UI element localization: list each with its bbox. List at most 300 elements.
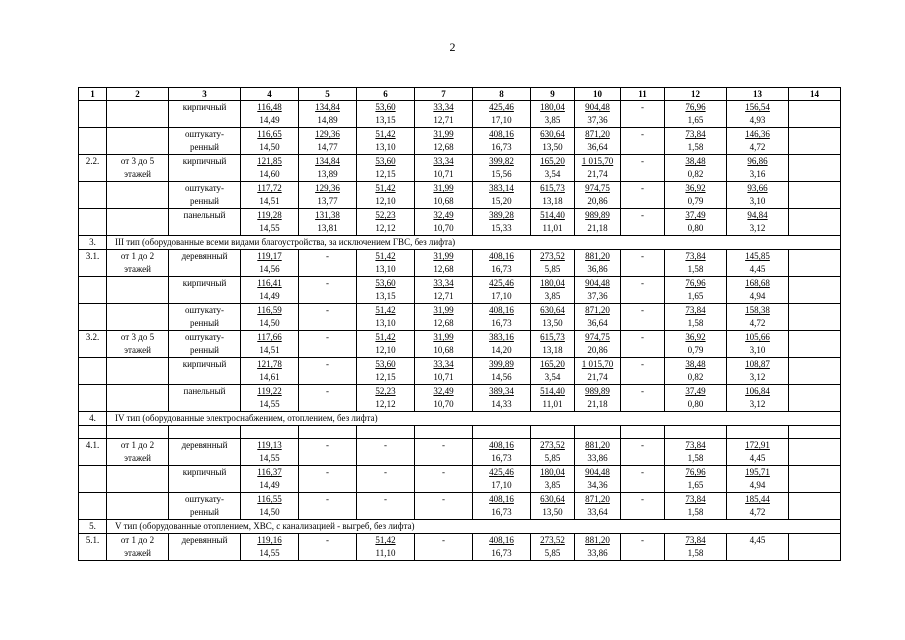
value-bottom: 14,50: [259, 142, 280, 152]
value-bottom: 20,86: [587, 345, 608, 355]
floors-line: этажей: [124, 548, 151, 558]
value-cell: [727, 182, 789, 209]
section-title: III тип (оборудованные всеми видами благоустройства, за исключением ГВС, без лифта): [107, 236, 841, 250]
floors-cell: [107, 209, 169, 236]
empty-cell: [299, 426, 357, 439]
table-row: [79, 155, 841, 182]
row-number: [79, 101, 107, 128]
value-cell: [357, 493, 415, 520]
value-cell: [575, 304, 621, 331]
value-bottom: 5,85: [544, 548, 561, 558]
value-cell: [473, 304, 531, 331]
value-cell: [665, 209, 727, 236]
floors-cell: [107, 331, 169, 358]
material-line: панельный: [183, 386, 226, 396]
value-bottom: 12,15: [375, 372, 396, 382]
value-top: 273,52: [540, 535, 565, 545]
value-bottom: 3,85: [544, 480, 561, 490]
material-cell: [169, 277, 241, 304]
value-bottom: 13,10: [375, 264, 396, 274]
value-bottom: 1,65: [687, 115, 704, 125]
table-row: [79, 209, 841, 236]
value-cell: [415, 358, 473, 385]
value-bottom: 12,71: [433, 291, 454, 301]
value-cell: [357, 385, 415, 412]
value-top: 989,89: [585, 210, 610, 220]
value-top: -: [442, 535, 445, 545]
value-bottom: 14,55: [259, 453, 280, 463]
value-cell: [727, 128, 789, 155]
value-cell: [241, 493, 299, 520]
value-cell: [575, 182, 621, 209]
value-cell: [727, 304, 789, 331]
value-top: 51,42: [375, 183, 396, 193]
value-cell: [357, 250, 415, 277]
section-row: [79, 520, 841, 534]
value-cell: [299, 182, 357, 209]
material-line: ренный: [190, 507, 219, 517]
value-bottom: 1,65: [687, 291, 704, 301]
value-top: 116,59: [257, 305, 282, 315]
value-bottom: 13,15: [375, 115, 396, 125]
value-cell: [727, 439, 789, 466]
value-cell: [415, 466, 473, 493]
value-bottom: 14,50: [259, 318, 280, 328]
material-line: панельный: [183, 210, 226, 220]
value-bottom: 20,86: [587, 196, 608, 206]
value-top: 73,84: [685, 305, 706, 315]
floors-line: этажей: [124, 169, 151, 179]
value-cell: [665, 304, 727, 331]
material-line: оштукату-: [184, 129, 225, 139]
value-bottom: 16,73: [491, 142, 512, 152]
value-top: 119,16: [257, 535, 282, 545]
section-title: V тип (оборудованные отоплением, ХВС, с канализацией - выгреб, без лифта): [107, 520, 841, 534]
value-top: 904,48: [585, 467, 610, 477]
value-bottom: 3,12: [749, 372, 766, 382]
value-bottom: 3,85: [544, 291, 561, 301]
value-bottom: 13,18: [542, 345, 563, 355]
empty-cell: [79, 426, 107, 439]
value-bottom: 15,33: [491, 223, 512, 233]
empty-cell: [789, 209, 841, 236]
value-top: 165,20: [540, 359, 565, 369]
value-cell: [415, 128, 473, 155]
value-cell: -: [621, 466, 665, 493]
value-bottom: 0,80: [687, 223, 704, 233]
table-row: [79, 277, 841, 304]
value-bottom: 3,85: [544, 115, 561, 125]
value-top: 273,52: [540, 251, 565, 261]
value-cell: -: [621, 439, 665, 466]
value-top: 145,85: [745, 251, 770, 261]
value-top: -: [326, 386, 329, 396]
value-bottom: 33,64: [587, 507, 608, 517]
value-top: 119,13: [257, 440, 282, 450]
value-top: -: [442, 494, 445, 504]
value-cell: [357, 466, 415, 493]
value-bottom: 13,50: [542, 142, 563, 152]
material-cell: [169, 304, 241, 331]
value-cell: [727, 493, 789, 520]
value-bottom: 13,10: [375, 142, 396, 152]
value-cell: [473, 101, 531, 128]
value-bottom: 12,12: [375, 399, 396, 409]
value-bottom: 4,72: [749, 507, 766, 517]
value-bottom: 3,12: [749, 399, 766, 409]
material-cell: [169, 493, 241, 520]
floors-line: этажей: [124, 345, 151, 355]
value-top: 4,45: [749, 535, 766, 545]
header-cell: 14: [789, 88, 841, 101]
value-cell: -: [621, 331, 665, 358]
value-bottom: 14,56: [491, 372, 512, 382]
value-top: 105,66: [745, 332, 770, 342]
value-top: -: [384, 494, 387, 504]
value-bottom: 33,86: [587, 453, 608, 463]
value-bottom: 16,73: [491, 453, 512, 463]
value-bottom: 21,74: [587, 372, 608, 382]
value-cell: [415, 155, 473, 182]
floors-line: от 3 до 5: [120, 156, 155, 166]
value-cell: [727, 250, 789, 277]
value-bottom: 13,50: [542, 318, 563, 328]
value-bottom: 14,33: [491, 399, 512, 409]
value-top: 514,40: [540, 386, 565, 396]
value-cell: [473, 277, 531, 304]
value-top: 93,66: [747, 183, 768, 193]
value-cell: [531, 534, 575, 561]
table-row: [79, 304, 841, 331]
value-bottom: 3,10: [749, 345, 766, 355]
value-cell: [575, 277, 621, 304]
value-cell: [415, 385, 473, 412]
row-number: [79, 493, 107, 520]
value-cell: [299, 358, 357, 385]
value-cell: -: [621, 534, 665, 561]
row-number: 3.1.: [79, 250, 107, 277]
value-bottom: 4,45: [749, 264, 766, 274]
value-top: 974,75: [585, 183, 610, 193]
material-cell: [169, 155, 241, 182]
value-bottom: 14,89: [317, 115, 338, 125]
value-bottom: 12,68: [433, 318, 454, 328]
empty-cell: [415, 426, 473, 439]
value-bottom: 36,64: [587, 142, 608, 152]
value-cell: [531, 493, 575, 520]
value-cell: [665, 534, 727, 561]
value-cell: [665, 101, 727, 128]
value-bottom: 0,79: [687, 196, 704, 206]
value-cell: [241, 250, 299, 277]
value-bottom: 14,55: [259, 548, 280, 558]
empty-cell: [789, 426, 841, 439]
value-top: 52,23: [375, 386, 396, 396]
value-top: 116,37: [257, 467, 282, 477]
value-top: 158,38: [745, 305, 770, 315]
value-cell: -: [621, 155, 665, 182]
value-top: 425,46: [489, 467, 514, 477]
value-bottom: 5,85: [544, 264, 561, 274]
value-top: -: [326, 332, 329, 342]
value-top: 119,28: [257, 210, 282, 220]
value-cell: [531, 101, 575, 128]
value-bottom: 21,18: [587, 223, 608, 233]
table-row: [79, 439, 841, 466]
value-cell: [415, 277, 473, 304]
value-top: 881,20: [585, 535, 610, 545]
row-number: 4.1.: [79, 439, 107, 466]
value-bottom: 11,10: [375, 548, 396, 558]
value-cell: [473, 493, 531, 520]
value-cell: [665, 277, 727, 304]
value-cell: [299, 209, 357, 236]
value-cell: [727, 466, 789, 493]
material-line: оштукату-: [184, 332, 225, 342]
value-top: 383,16: [489, 332, 514, 342]
value-top: 871,20: [585, 305, 610, 315]
value-top: 904,48: [585, 278, 610, 288]
material-cell: [169, 331, 241, 358]
value-top: 38,48: [685, 156, 706, 166]
empty-cell: [789, 101, 841, 128]
floors-line: этажей: [124, 264, 151, 274]
empty-cell: [575, 426, 621, 439]
table-row: [79, 385, 841, 412]
value-bottom: 10,71: [433, 372, 454, 382]
value-top: 53,60: [375, 359, 396, 369]
header-cell: 4: [241, 88, 299, 101]
floors-cell: [107, 128, 169, 155]
row-number: [79, 304, 107, 331]
value-cell: [665, 155, 727, 182]
material-cell: [169, 128, 241, 155]
value-cell: [575, 466, 621, 493]
value-top: 73,84: [685, 535, 706, 545]
value-cell: [299, 534, 357, 561]
value-cell: [665, 128, 727, 155]
value-top: 73,84: [685, 440, 706, 450]
value-top: 1 015,70: [581, 359, 614, 369]
header-cell: 10: [575, 88, 621, 101]
value-bottom: 4,72: [749, 142, 766, 152]
header-cell: 5: [299, 88, 357, 101]
material-cell: [169, 534, 241, 561]
value-top: 399,89: [489, 359, 514, 369]
value-top: 31,99: [433, 251, 454, 261]
value-cell: [727, 209, 789, 236]
floors-cell: [107, 182, 169, 209]
value-top: 73,84: [685, 251, 706, 261]
material-line: ренный: [190, 318, 219, 328]
value-top: 116,48: [257, 102, 282, 112]
value-bottom: 34,36: [587, 480, 608, 490]
value-top: 156,54: [745, 102, 770, 112]
material-line: ренный: [190, 142, 219, 152]
value-top: 185,44: [745, 494, 770, 504]
value-cell: [575, 250, 621, 277]
value-cell: [727, 101, 789, 128]
value-top: 33,34: [433, 102, 454, 112]
value-cell: [415, 493, 473, 520]
value-bottom: 17,10: [491, 291, 512, 301]
value-cell: [473, 250, 531, 277]
header-cell: 9: [531, 88, 575, 101]
value-cell: [357, 277, 415, 304]
value-top: 195,71: [745, 467, 770, 477]
value-bottom: 1,58: [687, 548, 704, 558]
value-cell: [665, 493, 727, 520]
value-top: 974,75: [585, 332, 610, 342]
header-cell: 11: [621, 88, 665, 101]
row-number: [79, 209, 107, 236]
floors-cell: [107, 101, 169, 128]
floors-line: от 3 до 5: [120, 332, 155, 342]
value-cell: [531, 128, 575, 155]
value-top: 630,64: [540, 305, 565, 315]
value-top: 116,41: [257, 278, 282, 288]
value-cell: [727, 331, 789, 358]
empty-cell: [531, 426, 575, 439]
row-number: 2.2.: [79, 155, 107, 182]
value-top: 117,66: [257, 332, 282, 342]
value-bottom: 15,20: [491, 196, 512, 206]
value-bottom: 14,49: [259, 480, 280, 490]
value-cell: [531, 277, 575, 304]
row-number: [79, 277, 107, 304]
material-cell: [169, 209, 241, 236]
value-bottom: 1,58: [687, 264, 704, 274]
value-top: 615,73: [540, 332, 565, 342]
value-top: 172,91: [745, 440, 770, 450]
value-cell: [575, 493, 621, 520]
value-top: -: [326, 535, 329, 545]
value-top: 51,42: [375, 251, 396, 261]
empty-cell: [357, 426, 415, 439]
value-top: 408,16: [489, 440, 514, 450]
empty-cell: [473, 426, 531, 439]
floors-cell: [107, 358, 169, 385]
value-bottom: 14,77: [317, 142, 338, 152]
value-cell: [357, 101, 415, 128]
section-row: [79, 412, 841, 426]
empty-cell: [789, 277, 841, 304]
value-bottom: 33,86: [587, 548, 608, 558]
value-top: 32,49: [433, 210, 454, 220]
value-top: 33,34: [433, 156, 454, 166]
table-row: [79, 466, 841, 493]
value-bottom: 16,73: [491, 264, 512, 274]
value-cell: [241, 331, 299, 358]
value-cell: [357, 534, 415, 561]
value-cell: [357, 155, 415, 182]
value-cell: [241, 155, 299, 182]
value-cell: [531, 466, 575, 493]
value-cell: -: [621, 182, 665, 209]
value-cell: -: [621, 385, 665, 412]
value-cell: [241, 209, 299, 236]
empty-cell: [665, 426, 727, 439]
header-row: [79, 88, 841, 101]
value-bottom: 0,80: [687, 399, 704, 409]
material-cell: [169, 385, 241, 412]
value-top: 121,85: [257, 156, 282, 166]
value-top: 33,34: [433, 278, 454, 288]
value-bottom: 13,10: [375, 318, 396, 328]
value-cell: [241, 534, 299, 561]
value-cell: -: [621, 358, 665, 385]
value-top: 408,16: [489, 251, 514, 261]
table-row: [79, 250, 841, 277]
value-bottom: 0,82: [687, 169, 704, 179]
table-row: [79, 493, 841, 520]
value-top: 36,92: [685, 183, 706, 193]
value-bottom: 21,18: [587, 399, 608, 409]
value-top: 871,20: [585, 129, 610, 139]
value-cell: [415, 182, 473, 209]
value-top: 53,60: [375, 156, 396, 166]
value-bottom: 14,51: [259, 196, 280, 206]
material-cell: [169, 358, 241, 385]
value-top: 1 015,70: [581, 156, 614, 166]
value-top: 425,46: [489, 278, 514, 288]
value-bottom: 14,50: [259, 507, 280, 517]
empty-cell: [789, 358, 841, 385]
row-number: [79, 182, 107, 209]
header-cell: 13: [727, 88, 789, 101]
value-bottom: 1,58: [687, 453, 704, 463]
blank-row: [79, 426, 841, 439]
value-top: 408,16: [489, 494, 514, 504]
empty-cell: [789, 250, 841, 277]
value-bottom: 14,56: [259, 264, 280, 274]
material-line: деревянный: [181, 251, 228, 261]
empty-cell: [789, 493, 841, 520]
value-cell: [241, 358, 299, 385]
table-row: [79, 534, 841, 561]
row-number: [79, 358, 107, 385]
value-top: 33,34: [433, 359, 454, 369]
value-bottom: 12,68: [433, 142, 454, 152]
table-row: [79, 128, 841, 155]
value-bottom: 14,55: [259, 223, 280, 233]
value-top: 52,23: [375, 210, 396, 220]
value-cell: [473, 439, 531, 466]
value-top: 51,42: [375, 129, 396, 139]
value-cell: [241, 439, 299, 466]
value-cell: -: [621, 277, 665, 304]
value-cell: [415, 331, 473, 358]
value-bottom: 36,86: [587, 264, 608, 274]
value-top: -: [326, 359, 329, 369]
header-cell: 3: [169, 88, 241, 101]
value-cell: -: [621, 128, 665, 155]
value-bottom: 10,68: [433, 196, 454, 206]
floors-line: этажей: [124, 453, 151, 463]
value-cell: [299, 331, 357, 358]
floors-cell: [107, 385, 169, 412]
value-top: -: [326, 467, 329, 477]
value-top: 76,96: [685, 467, 706, 477]
value-top: 881,20: [585, 251, 610, 261]
value-top: 51,42: [375, 535, 396, 545]
floors-cell: [107, 250, 169, 277]
value-top: 514,40: [540, 210, 565, 220]
value-bottom: 0,82: [687, 372, 704, 382]
value-top: -: [442, 440, 445, 450]
value-cell: [299, 155, 357, 182]
value-bottom: 3,54: [544, 169, 561, 179]
